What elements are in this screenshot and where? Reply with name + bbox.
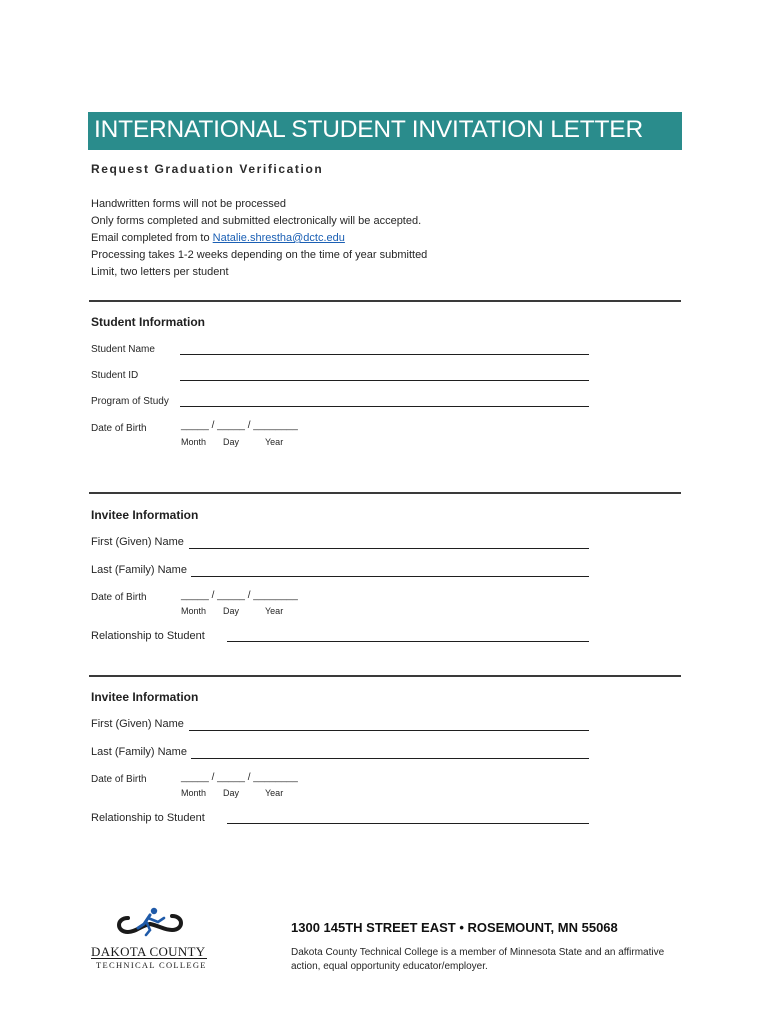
invitee-2-heading: Invitee Information — [91, 690, 199, 704]
student-dob-field[interactable]: _____ / _____ / ________ — [181, 420, 298, 431]
instruction-line — [91, 230, 427, 247]
invitee-1-relationship-field[interactable] — [227, 641, 589, 642]
invitee-2-relationship-field[interactable] — [227, 823, 589, 824]
section-divider — [89, 492, 681, 494]
invitee-1-dob-label: Date of Birth — [91, 592, 147, 603]
dob-month-label: Month — [181, 788, 207, 798]
dob-year-label: Year — [265, 788, 284, 798]
dob-month-label: Month — [181, 606, 207, 616]
invitee-2-first-name-field[interactable] — [189, 730, 589, 731]
page-title: INTERNATIONAL STUDENT INVITATION LETTER — [94, 116, 643, 143]
instruction-line: Processing takes 1-2 weeks depending on the time of year submitted — [91, 249, 428, 261]
invitee-2-first-name-label: First (Given) Name — [91, 718, 184, 730]
instruction-line: Handwritten forms will not be processed — [91, 198, 287, 210]
instruction-email-prefix: Email completed from to — [91, 232, 213, 244]
dob-day-label: Day — [223, 606, 240, 616]
dob-day-label: Day — [223, 788, 240, 798]
instruction-line: Limit, two letters per student — [91, 266, 229, 278]
invitee-1-first-name-field[interactable] — [189, 548, 589, 549]
section-divider — [89, 300, 681, 302]
invitee-2-dob-field[interactable]: _____ / _____ / ________ — [181, 772, 298, 783]
student-id-field[interactable] — [180, 380, 589, 381]
college-address: 1300 145TH STREET EAST • ROSEMOUNT, MN 55068 — [291, 920, 618, 935]
invitee-2-last-name-field[interactable] — [191, 758, 589, 759]
dob-year-label: Year — [265, 437, 284, 447]
member-statement: Dakota County Technical College is a member of Minnesota State and an affirmative action, equal opportunity educator/employer. — [291, 947, 665, 972]
dob-day-label: Day — [223, 437, 240, 447]
student-name-label: Student Name — [91, 344, 155, 355]
invitee-2-last-name-label: Last (Family) Name — [91, 746, 187, 758]
section-divider — [89, 675, 681, 677]
student-id-label: Student ID — [91, 370, 139, 381]
invitee-1-last-name-label: Last (Family) Name — [91, 564, 187, 576]
page-subtitle: Request Graduation Verification — [91, 162, 324, 176]
invitee-2-relationship-label: Relationship to Student — [91, 812, 205, 824]
invitee-1-last-name-field[interactable] — [191, 576, 589, 577]
logo-name-text: DAKOTA COUNTY — [91, 944, 206, 959]
student-info-heading: Student Information — [91, 315, 205, 329]
instruction-line: Only forms completed and submitted electronically will be accepted. — [91, 215, 422, 227]
program-of-study-label: Program of Study — [91, 396, 169, 407]
logo-subtitle-text: TECHNICAL COLLEGE — [96, 960, 207, 970]
invitee-1-first-name-label: First (Given) Name — [91, 536, 184, 548]
student-dob-label: Date of Birth — [91, 423, 147, 434]
program-of-study-field[interactable] — [180, 406, 589, 407]
dob-year-label: Year — [265, 606, 284, 616]
logo-rule — [91, 958, 207, 959]
email-link[interactable]: Natalie.shrestha@dctc.edu — [212, 232, 345, 244]
dob-month-label: Month — [181, 437, 207, 447]
invitee-1-heading: Invitee Information — [91, 508, 199, 522]
title-banner — [88, 112, 682, 150]
invitee-1-dob-field[interactable]: _____ / _____ / ________ — [181, 590, 298, 601]
student-name-field[interactable] — [180, 354, 589, 355]
invitee-1-relationship-label: Relationship to Student — [91, 630, 205, 642]
invitee-2-dob-label: Date of Birth — [91, 774, 147, 785]
instructions-list — [91, 196, 427, 281]
